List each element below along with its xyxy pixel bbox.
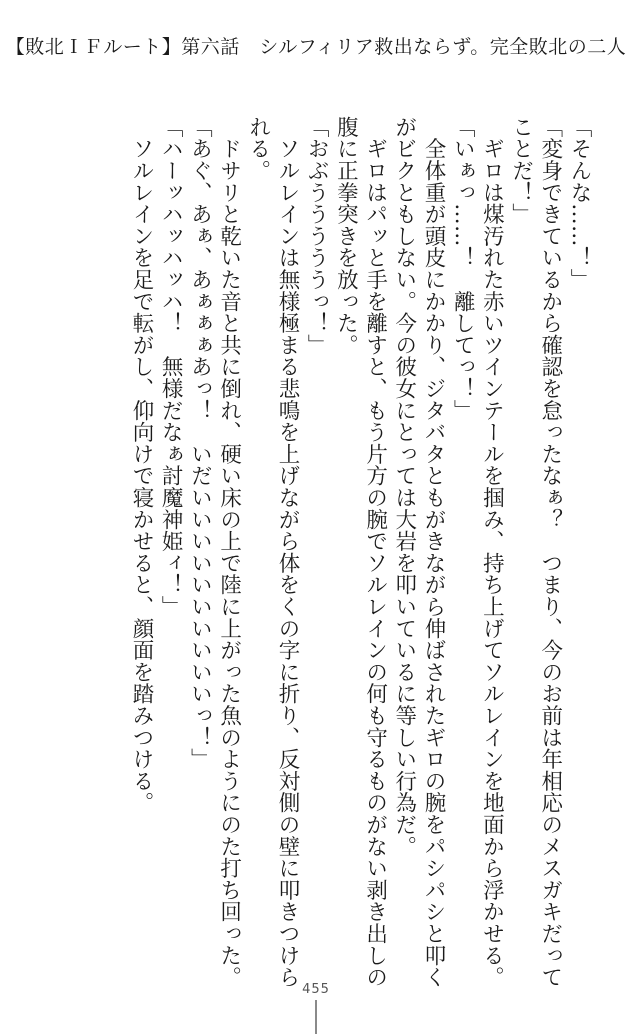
- text-line: ドサリと乾いた音と共に倒れ、硬い床の上で陸に上がった魚のようにのた打ち回った。: [216, 116, 242, 988]
- text-line: 「変身できているから確認を怠ったなぁ？ つまり、今のお前は年相応のメスガキだって: [537, 116, 563, 988]
- page-number: 455: [302, 982, 330, 997]
- text-line: 全体重が頭皮にかかり、ジタバタともがきながら伸ばされたギロの腕をパシパシと叩く: [420, 116, 446, 988]
- chapter-header: 【敗北ＩＦルート】第六話 シルフィリア救出ならず。完全敗北の二人: [5, 36, 627, 58]
- text-line: ソルレインを足で転がし、仰向けで寝かせると、顔面を踏みつける。: [128, 116, 154, 814]
- text-line: 腹に正拳突きを放った。: [333, 116, 359, 356]
- text-line: 「そんな……！」: [567, 116, 592, 291]
- text-line: れる。: [245, 116, 271, 182]
- text-line: 「おぶうううううっ！」: [304, 116, 330, 356]
- page-marker-line: [315, 1000, 317, 1034]
- text-line: ギロはパッと手を離すと、もう片方の腕でソルレインの何も守るものがない剥き出しの: [362, 116, 388, 988]
- text-line: ことだ！」: [508, 116, 534, 225]
- text-line: 「いぁっ……！ 離してっ！」: [450, 116, 476, 422]
- text-line: ギロは煤汚れた赤いツインテールを掴み、持ち上げてソルレインを地面から浮かせる。: [479, 116, 505, 988]
- text-line: ソルレインは無様極まる悲鳴を上げながら体をくの字に折り、反対側の壁に叩きつけら: [274, 116, 300, 988]
- text-line: 「ハーッハッハッハ！ 無様だなぁ討魔神姫ィ！」: [158, 116, 184, 618]
- text-line: 「あぐ、あぁ、あぁぁぁあっ！ いだいいいいいいいいいいっ！」: [187, 116, 213, 770]
- novel-body-text: [34, 116, 594, 988]
- text-line: がビクともしない。今の彼女にとっては大岩を叩いているに等しい行為だ。: [391, 116, 417, 858]
